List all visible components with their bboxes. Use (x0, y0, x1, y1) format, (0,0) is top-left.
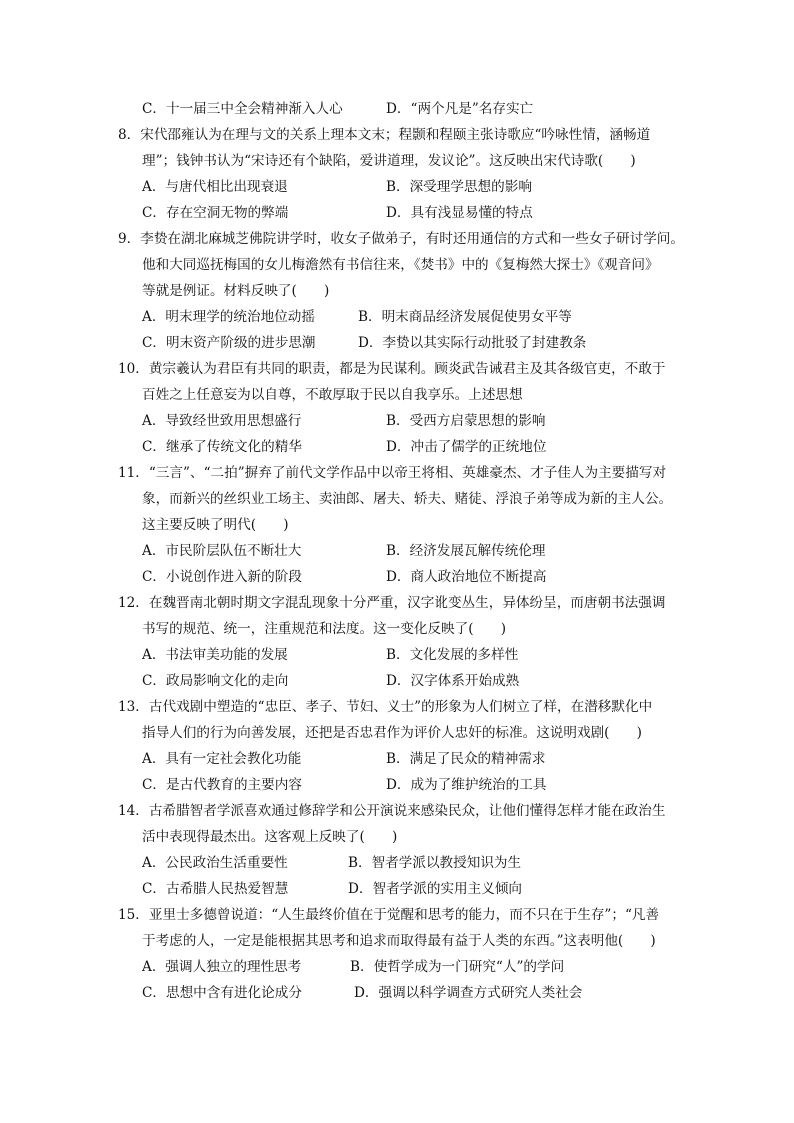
q9-stem-line2: 他和大同巡抚梅国的女儿梅澹然有书信往来，《焚书》中的《复梅然大探士》《观音问》 (142, 257, 659, 273)
q15-option-a: A．强调人独立的理性思考 (142, 959, 302, 975)
q11-options-ab (118, 538, 698, 564)
q7-options-cd (118, 96, 698, 122)
q10-options-ab (118, 408, 698, 434)
q9-stem-line1: 9．李贽在湖北麻城芝佛院讲学时，收女子做弟子，有时还用通信的方式和一些女子研讨学问。 (118, 231, 684, 247)
q15-stem-line2: 于考虑的人，一定是能根据其思考和追求而取得最有益于人类的东西。”这表明他( ) (142, 933, 656, 949)
q15-option-b: B．使哲学成为一门研究“人”的学问 (350, 959, 565, 975)
q14-options-cd (118, 876, 698, 902)
q15-option-c: C．思想中含有进化论成分 (142, 985, 302, 1001)
q12-options-ab (118, 642, 698, 668)
q10-option-b: B．受西方启蒙思想的影响 (386, 413, 546, 429)
q8-stem-line1: 8．宋代邵雍认为在理与文的关系上理本文末；程颢和程颐主张诗歌应“吟咏性情，涵畅道 (118, 127, 651, 143)
q12-stem-line1: 12．在魏晋南北朝时期文字混乱现象十分严重，汉字讹变丛生，异体纷呈，而唐朝书法强调 (118, 595, 666, 611)
q11-option-b: B．经济发展瓦解传统伦理 (386, 543, 546, 559)
q13-option-a: A．具有一定社会教化功能 (142, 751, 302, 767)
q10-option-a: A．导致经世致用思想盛行 (142, 413, 302, 429)
q13-options-ab (118, 746, 698, 772)
q13-stem-line2: 指导人们的行为向善发展，还把是否忠君作为评价人忠奸的标准。这说明戏剧( ) (142, 725, 642, 741)
q12-option-d: D．汉字体系开始成熟 (386, 673, 520, 689)
q11-stem-line3: 这主要反映了明代( ) (142, 517, 289, 533)
q10-options-cd (118, 434, 698, 460)
q14-stem-line2: 活中表现得最杰出。这客观上反映了( ) (142, 829, 398, 845)
q12-stem-line2: 书写的规范、统一，注重规范和法度。这一变化反映了( ) (142, 621, 507, 637)
q14-option-c: C．古希腊人民热爱智慧 (142, 881, 289, 897)
q9-stem-line3: 等就是例证。材料反映了( ) (142, 283, 330, 299)
q12-option-c: C．政局影响文化的走向 (142, 673, 289, 689)
q10-option-c: C．继承了传统文化的精华 (142, 439, 302, 455)
q10-option-d: D．冲击了儒学的正统地位 (386, 439, 547, 455)
q15-options-cd (118, 980, 698, 1006)
q12-option-b: B．文化发展的多样性 (386, 647, 519, 663)
q8-option-c: C．存在空洞无物的弊端 (142, 205, 289, 221)
q10-stem-line1: 10．黄宗羲认为君臣有共同的职责，都是为民谋利。顾炎武告诫君主及其各级官吏，不敢于 (118, 361, 666, 377)
q9-options-ab (118, 304, 698, 330)
q11-options-cd (118, 564, 698, 590)
q14-options-ab (118, 850, 698, 876)
q10-stem-line2: 百姓之上任意妄为以自尊，不敢厚取于民以自我享乐。上述思想 (142, 387, 523, 403)
q8-option-b: B．深受理学思想的影响 (386, 179, 532, 195)
q7-option-d: D．“两个凡是”名存实亡 (386, 101, 534, 117)
q11-stem-line1: 11．“三言”、“二拍”摒弃了前代文学作品中以帝王将相、英雄豪杰、才子佳人为主要描写对 (118, 465, 667, 481)
q11-option-a: A．市民阶层队伍不断壮大 (142, 543, 302, 559)
q13-option-c: C．是古代教育的主要内容 (142, 777, 302, 793)
q9-options-cd (118, 330, 698, 356)
q8-option-d: D．具有浅显易懂的特点 (386, 205, 533, 221)
q11-option-c: C．小说创作进入新的阶段 (142, 569, 302, 585)
q14-option-d: D．智者学派的实用主义倾向 (348, 881, 523, 897)
q15-stem-line1: 15．亚里士多德曾说道：“人生最终价值在于觉醒和思考的能力，而不只在于生存”；“凡善 (118, 907, 660, 923)
q13-option-d: D．成为了维护统治的工具 (386, 777, 547, 793)
q12-options-cd (118, 668, 698, 694)
q8-option-a: A．与唐代相比出现衰退 (142, 179, 288, 195)
q11-stem-line2: 象，而新兴的丝织业工场主、卖油郎、屠夫、轿夫、赌徒、浮浪子弟等成为新的主人公。 (142, 491, 673, 507)
q9-option-c: C．明末资产阶级的进步思潮 (142, 335, 316, 351)
q14-option-b: B．智者学派以教授知识为生 (348, 855, 522, 871)
q15-options-ab (118, 954, 698, 980)
q9-option-d: D．李贽以其实际行动批驳了封建教条 (358, 335, 587, 351)
q8-stem-line2: 理”；钱钟书认为“宋诗还有个缺陷，爱讲道理，发议论”。这反映出宋代诗歌( ) (142, 153, 636, 169)
q14-option-a: A．公民政治生活重要性 (142, 855, 288, 871)
q9-option-b: B．明末商品经济发展促使男女平等 (358, 309, 572, 325)
question-list (118, 96, 698, 1006)
q12-option-a: A．书法审美功能的发展 (142, 647, 288, 663)
q7-option-c: C．十一届三中全会精神渐入人心 (142, 101, 343, 117)
q13-stem-line1: 13．古代戏剧中塑造的“忠臣、孝子、节妇、义士”的形象为人们树立了样，在潜移默化中 (118, 699, 653, 715)
q8-options-ab (118, 174, 698, 200)
q13-options-cd (118, 772, 698, 798)
q13-option-b: B．满足了民众的精神需求 (386, 751, 546, 767)
q14-stem-line1: 14．古希腊智者学派喜欢通过修辞学和公开演说来感染民众，让他们懂得怎样才能在政治生 (118, 803, 666, 819)
q9-option-a: A．明末理学的统治地位动摇 (142, 309, 315, 325)
q8-options-cd (118, 200, 698, 226)
q11-option-d: D．商人政治地位不断提高 (386, 569, 547, 585)
q15-option-d: D．强调以科学调查方式研究人类社会 (354, 985, 583, 1001)
